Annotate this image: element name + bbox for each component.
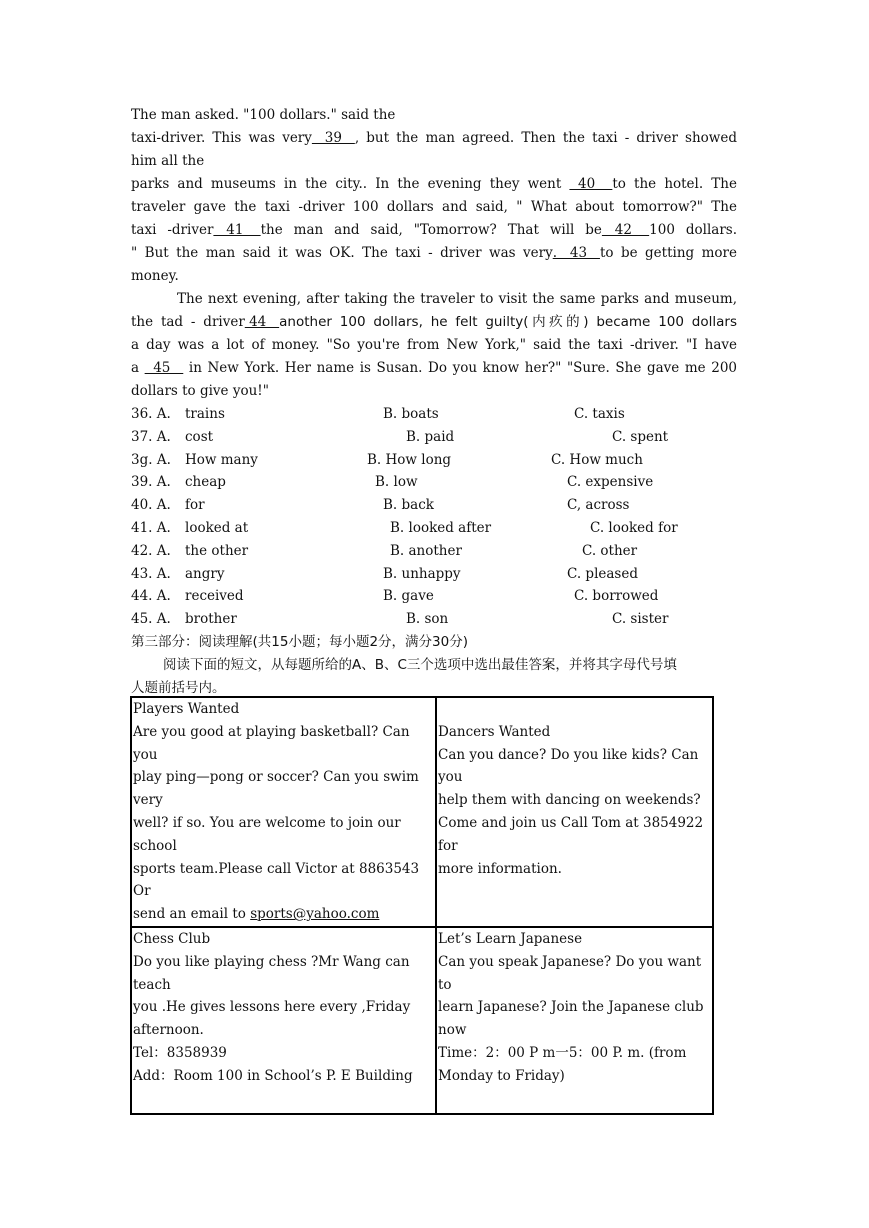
ad-title: Dancers Wanted [438, 723, 551, 740]
passage-line: parks and museums in the city.. In the evening they went 40 to the hotel. The [131, 173, 737, 196]
passage-line: " But the man said it was OK. The taxi - driver was very. 43 to be getting more [131, 242, 737, 265]
passage-line: taxi -driver 41 the man and said, "Tomorrow? That will be 42 100 dollars. [131, 219, 737, 242]
blank-42: 42 [601, 222, 650, 238]
ad-title: Let’s Learn Japanese [438, 931, 583, 947]
passage-line: a day was a lot of money. "So you're from New York," said the taxi -driver. "I have [131, 337, 737, 353]
blank-39: 39 [311, 130, 355, 146]
passage-line: dollars to give you!" [131, 383, 269, 399]
option-row: 44. A. received B. gave C. borrowed [131, 588, 659, 605]
passage-line: The next evening, after taking the traveler to visit the same parks and museum, [177, 291, 737, 307]
passage-line: a 45 in New York. Her name is Susan. Do you know her?" "Sure. She gave me 200 [131, 357, 737, 380]
blank-41: 41 [213, 222, 261, 238]
section-instruction: 阅读下面的短文，从每题所给的A、B、C三个选项中选出最佳答案，并将其字母代号填 [163, 656, 677, 673]
option-row: 37. A. cost B. paid C. spent [131, 428, 669, 445]
ad-chess-club: Chess Club Do you like playing chess ?Mr Wang can teach you .He gives lessons here every ,Friday afternoon. Tel：8358939 Add：Room 100 in School’s P. E Building [131, 927, 436, 1114]
blank-45: 45 [144, 360, 184, 376]
option-row: 40. A. for B. back C, across [131, 497, 630, 514]
blank-43: . 43 [552, 245, 600, 261]
email-link[interactable]: sports@yahoo.com [250, 906, 380, 923]
blank-44: 44 [244, 314, 280, 330]
ad-players-wanted: Players Wanted Are you good at playing basketball? Can you play ping—pong or soccer? Can you swim very well? if so. You are welcome to join our school sports team.Please call Victor at 8863543 Or send an email to sports@yahoo.com [131, 697, 436, 927]
passage-line: The man asked. "100 dollars." said the [131, 107, 396, 123]
option-row: 42. A. the other B. another C. other [131, 542, 638, 559]
option-row: 39. A. cheap B. low C. expensive [131, 474, 654, 491]
option-row: 43. A. angry B. unhappy C. pleased [131, 565, 638, 582]
section-instruction: 人题前括号内。 [131, 679, 226, 696]
ad-title: Players Wanted [133, 701, 240, 717]
passage-line: money. [131, 268, 179, 284]
options-list [131, 403, 737, 631]
passage-line: taxi-driver. This was very 39 , but the man agreed. Then the taxi - driver showed [131, 127, 737, 150]
option-row: 41. A. looked at B. looked after C. looked for [131, 519, 678, 536]
passage-line: traveler gave the taxi -driver 100 dollars and said, " What about tomorrow?" The [131, 199, 737, 215]
ad-title: Chess Club [133, 931, 211, 947]
ads-table [130, 696, 714, 1115]
passage-line: the tad - driver 44 another 100 dollars, he felt guilty(内疚的) became 100 dollars [131, 311, 737, 334]
option-row: 3g. A. How many B. How long C. How much [131, 451, 643, 468]
section-heading: 第三部分：阅读理解(共15小题；每小题2分，满分30分) [131, 633, 468, 650]
option-row: 36. A. trains B. boats C. taxis [131, 406, 625, 422]
ad-learn-japanese: Let’s Learn Japanese Can you speak Japanese? Do you want to learn Japanese? Join the Japanese club now Time：2：00 P m一5：00 P. m. (from Monday to Friday) [436, 927, 713, 1114]
passage-line: him all the [131, 153, 205, 169]
passage-block [131, 104, 737, 700]
option-row: 45. A. brother B. son C. sister [131, 611, 669, 628]
blank-40: 40 [569, 176, 613, 192]
ad-dancers-wanted: Dancers Wanted Can you dance? Do you like kids? Can you help them with dancing on weekends? Come and join us Call Tom at 3854922 for more information. [436, 697, 713, 927]
